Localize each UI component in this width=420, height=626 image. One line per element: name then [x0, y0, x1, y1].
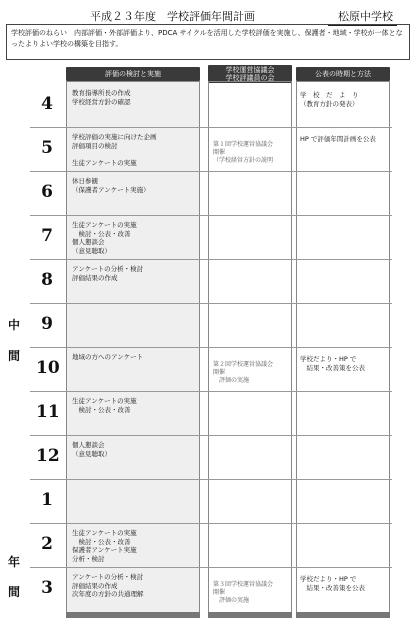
review-cell: 生徒アンケートの実施 検討・公表・改善 個人懇談会 （意見聴取） — [72, 221, 137, 255]
column-header-council-line1: 学校運営協議会 — [225, 66, 275, 74]
row-divider — [30, 391, 392, 392]
review-cell: 学校評価の実施に向けた企画 評価項目の検討 生徒アンケートの実施 — [72, 133, 157, 167]
row-divider — [30, 435, 392, 436]
publish-cell: 学校だより・HP で 結果・改善策を公表 — [300, 575, 365, 592]
review-cell: アンケートの分析・検討 評価結果の作成 次年度の方針の共通理解 — [72, 573, 144, 598]
side-label-year-1: 年 — [8, 555, 21, 569]
council-column-footer — [208, 612, 292, 618]
publish-column-footer — [296, 612, 390, 618]
month-label: 12 — [36, 446, 60, 466]
evaluation-aims-box: 学校評価のねらい 内部評価・外部評価より、PDCA サイクルを活用した学校評価を実施し、保護者・地域・学校が一体となったよりよい学校の構築を目指す。 — [6, 24, 410, 60]
side-label-middle-2: 間 — [8, 349, 21, 363]
row-divider — [30, 523, 392, 524]
review-cell: 地域の方へのアンケート — [72, 353, 144, 361]
row-divider — [30, 303, 392, 304]
month-label: 8 — [41, 270, 53, 290]
row-divider — [30, 479, 392, 480]
publish-cell: 学校だより・HP で 結果・改善策を公表 — [300, 355, 365, 372]
council-cell: 第２回学校運営協議会 開催 評価の実施 — [213, 361, 274, 384]
review-cell: 個人懇談会 （意見聴取） — [72, 441, 111, 458]
publish-cell: HP で評価年間計画を公表 — [300, 135, 376, 143]
month-label: 2 — [41, 534, 53, 554]
column-header-council-line2: 学校評議員の会 — [225, 74, 275, 82]
row-divider — [30, 567, 392, 568]
row-divider — [30, 127, 392, 128]
review-cell: 生徒アンケートの実施 検討・公表・改善 保護者アンケート実施 分析・検討 — [72, 529, 137, 563]
review-cell: アンケートの分析・検討 評価結果の作成 — [72, 265, 144, 282]
row-divider — [30, 171, 392, 172]
month-label: 9 — [41, 314, 53, 334]
month-label: 4 — [41, 94, 53, 114]
month-label: 1 — [41, 490, 53, 510]
council-cell: 第１回学校運営協議会 開催 （学校経営方針の説明 — [213, 141, 274, 164]
side-label-year-2: 間 — [8, 585, 21, 599]
side-label-middle-1: 中 — [8, 318, 21, 332]
month-label: 3 — [41, 578, 53, 598]
review-cell: 休日参観 （保護者アンケート実施） — [72, 177, 150, 194]
month-label: 5 — [41, 138, 53, 158]
month-label: 7 — [41, 226, 53, 246]
row-divider — [30, 215, 392, 216]
column-header-publish: 公表の時期と方法 — [296, 67, 390, 81]
month-label: 11 — [36, 402, 60, 422]
review-column-footer — [66, 612, 200, 618]
column-header-review: 評価の検討と実施 — [66, 67, 200, 81]
council-cell: 第３回学校運営協議会 開催 評価の実施 — [213, 581, 274, 604]
school-name: 松原中学校 — [328, 8, 397, 26]
publish-cell: 学 校 だ よ り （教育方針の発表） — [300, 91, 359, 108]
month-label: 10 — [36, 358, 60, 378]
review-cell: 生徒アンケートの実施 検討・公表・改善 — [72, 397, 137, 414]
page-title: 平成２３年度 学校評価年間計画 — [90, 10, 255, 23]
month-label: 6 — [41, 182, 53, 202]
row-divider — [30, 347, 392, 348]
row-divider — [30, 259, 392, 260]
review-cell: 教育指導所長の作成 学校経営方針の確認 — [72, 89, 131, 106]
